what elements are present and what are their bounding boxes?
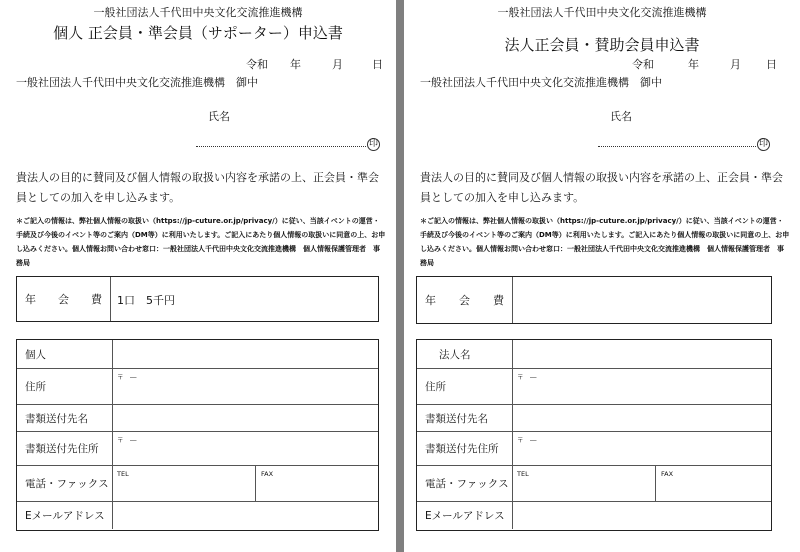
agreement-text: 貴法人の目的に賛同及び個人情報の取扱い内容を承諾の上、正会員・準会員としての加入を申し込みます。 <box>420 171 783 204</box>
fax-label: FAX <box>261 470 274 478</box>
fee-label-char: 費 <box>493 294 504 307</box>
fee-label <box>417 277 513 323</box>
fee-label-char: 年 <box>25 293 36 306</box>
cell-divider <box>655 466 656 501</box>
table-row[interactable] <box>417 369 771 405</box>
applicant-info-table <box>16 339 379 531</box>
date-era: 令和 <box>632 58 654 71</box>
fee-box <box>16 276 379 322</box>
table-row[interactable] <box>17 405 378 432</box>
fee-box <box>416 276 772 324</box>
table-row[interactable] <box>17 466 378 502</box>
date-month: 月 <box>730 58 741 71</box>
date-month: 月 <box>332 58 343 71</box>
tel-label: TEL <box>117 470 129 478</box>
row-label-email: Eメールアドレス <box>417 502 513 529</box>
row-label-address: 住所 <box>17 369 113 404</box>
addressee: 一般社団法人千代田中央文化交流推進機構 御中 <box>420 76 662 89</box>
postal-mark: 〒 ― <box>517 436 537 444</box>
fax-label: FAX <box>661 470 674 478</box>
table-row[interactable] <box>17 369 378 405</box>
fee-label <box>17 277 111 321</box>
table-row[interactable] <box>417 432 771 466</box>
document-title: 法人正会員・賛助会員申込書 <box>504 36 700 54</box>
org-header: 一般社団法人千代田中央文化交流推進機構 <box>497 6 707 19</box>
date-year: 年 <box>688 58 699 71</box>
table-row[interactable] <box>417 466 771 502</box>
date-era: 令和 <box>246 58 268 71</box>
fee-value[interactable]: 1口 5千円 <box>117 294 175 307</box>
date-day: 日 <box>766 58 777 71</box>
fee-label-char: 費 <box>91 293 102 306</box>
table-row[interactable] <box>417 405 771 432</box>
date-day: 日 <box>372 58 383 71</box>
row-label-address: 住所 <box>417 369 513 404</box>
signature-line[interactable] <box>598 146 756 147</box>
postal-mark: 〒 ― <box>117 436 137 444</box>
name-label: 氏名 <box>610 110 632 123</box>
signature-line[interactable] <box>196 146 366 147</box>
row-label-mailing-address: 書類送付先住所 <box>17 432 113 465</box>
fee-label-char: 年 <box>425 294 436 307</box>
fee-label-char: 会 <box>58 293 69 306</box>
table-row[interactable] <box>17 340 378 369</box>
document-page-left <box>0 0 396 552</box>
row-label-mailing-address: 書類送付先住所 <box>417 432 513 465</box>
privacy-note: ＊ご記入の情報は、弊社個人情報の取扱い（https://jp-cuture.or.jp/privacy/）に従い、当該イベントの運営・手続及び今後のイベント等のご案内（DM等）に利用いたします。ご記入にあたり個人情報の取扱いに同意の上、お申し込みください。個人情報お問い合わせ窓口：一般社団法人千代田中央文化交流推進機構 個人情報保護管理者 事務局 <box>420 217 790 267</box>
agreement-text: 貴法人の目的に賛同及び個人情報の取扱い内容を承諾の上、正会員・準会員としての加入を申し込みます。 <box>16 171 379 204</box>
document-page-right <box>404 0 800 552</box>
row-label-mailing-name: 書類送付先名 <box>417 405 513 431</box>
row-label-mailing-name: 書類送付先名 <box>17 405 113 431</box>
table-row[interactable] <box>17 432 378 466</box>
row-label-phone-fax: 電話・ファックス <box>417 466 513 501</box>
applicant-info-table <box>416 339 772 531</box>
row-label-person: 個人 <box>17 340 113 368</box>
name-label: 氏名 <box>208 110 230 123</box>
postal-mark: 〒 ― <box>117 373 137 381</box>
addressee: 一般社団法人千代田中央文化交流推進機構 御中 <box>16 76 258 89</box>
cell-divider <box>255 466 256 501</box>
postal-mark: 〒 ― <box>517 373 537 381</box>
row-label-company-name: 法人名 <box>417 340 513 368</box>
tel-label: TEL <box>517 470 529 478</box>
seal-mark: 印 <box>758 139 768 149</box>
org-header: 一般社団法人千代田中央文化交流推進機構 <box>93 6 303 19</box>
privacy-note: ＊ご記入の情報は、弊社個人情報の取扱い（https://jp-cuture.or.jp/privacy/）に従い、当該イベントの運営・手続及び今後のイベント等のご案内（DM等）に利用いたします。ご記入にあたり個人情報の取扱いに同意の上、お申し込みください。個人情報お問い合わせ窓口：一般社団法人千代田中央文化交流推進機構 個人情報保護管理者 事務局 <box>16 217 386 267</box>
table-row[interactable] <box>417 502 771 529</box>
date-year: 年 <box>290 58 301 71</box>
seal-mark: 印 <box>368 139 378 149</box>
document-title: 個人 正会員・準会員（サポーター）申込書 <box>53 24 343 42</box>
fee-label-char: 会 <box>459 294 470 307</box>
table-row[interactable] <box>417 340 771 369</box>
row-label-phone-fax: 電話・ファックス <box>17 466 113 501</box>
row-label-email: Eメールアドレス <box>17 502 113 529</box>
table-row[interactable] <box>17 502 378 529</box>
